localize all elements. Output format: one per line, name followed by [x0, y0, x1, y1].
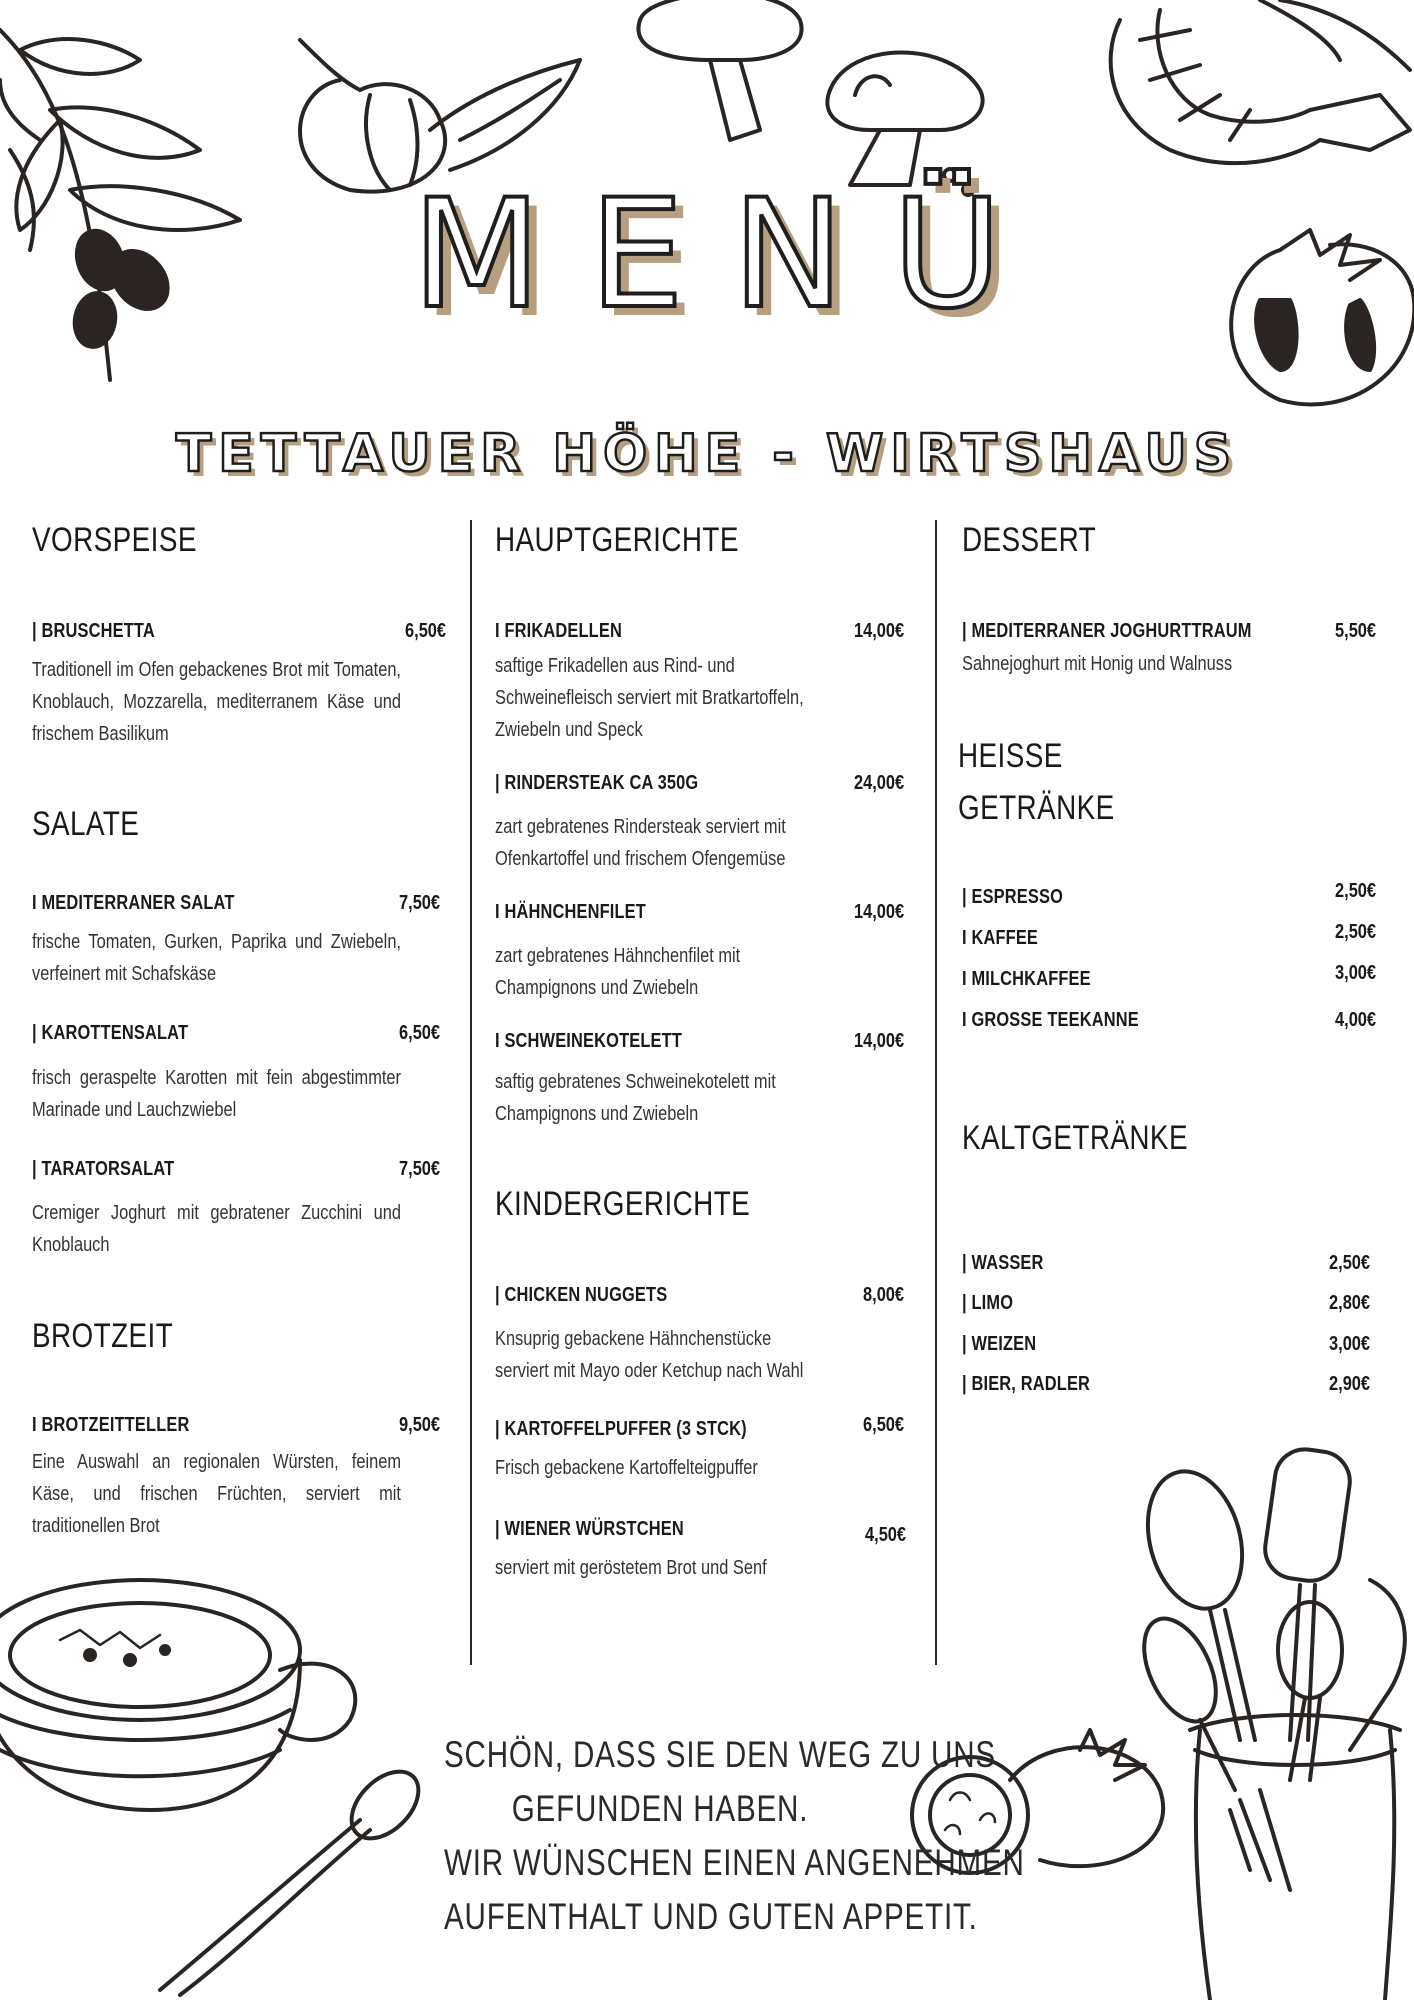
item-desc-chicken-nuggets: Knsuprig gebackene Hähnchenstücke serviert mit Mayo oder Ketchup nach Wahl — [495, 1328, 804, 1382]
item-name-wiener-wuerstchen: | WIENER WÜRSTCHEN — [495, 1518, 684, 1540]
item-desc-bruschetta: Traditionell im Ofen gebackenes Brot mit Tomaten, Knoblauch, Mozzarella, mediterranem Käse und frischem Basilikum — [32, 659, 401, 745]
item-desc-rindersteak: zart gebratenes Rindersteak serviert mit Ofenkartoffel und frischem Ofengemüse — [495, 816, 786, 870]
item-price-kartoffelpuffer: 6,50€ — [862, 1414, 904, 1436]
item-price-limo: 2,80€ — [1328, 1292, 1370, 1314]
closing-message — [444, 1728, 1025, 1944]
item-name-mediterraner-salat: I MEDITERRANER SALAT — [32, 892, 235, 914]
item-price-wasser: 2,50€ — [1328, 1252, 1370, 1274]
item-price-rindersteak: 24,00€ — [853, 772, 904, 794]
closing-line-4: AUFENTHALT UND GUTEN APPETIT. — [444, 1896, 978, 1937]
item-price-wiener-wuerstchen: 4,50€ — [864, 1524, 906, 1546]
closing-line-1: SCHÖN, DASS SIE DEN WEG ZU UNS — [444, 1734, 996, 1775]
section-title-dessert: DESSERT — [962, 521, 1097, 559]
item-desc-frikadellen: saftige Frikadellen aus Rind- und Schweinefleisch serviert mit Bratkartoffeln, Zwiebeln und Speck — [495, 655, 804, 741]
item-name-chicken-nuggets: | CHICKEN NUGGETS — [495, 1284, 668, 1306]
closing-line-3: WIR WÜNSCHEN EINEN ANGENEHMEN — [444, 1842, 1025, 1883]
item-price-schweinekotelett: 14,00€ — [853, 1030, 904, 1052]
item-name-weizen: | WEIZEN — [962, 1333, 1037, 1355]
item-desc-wiener-wuerstchen: serviert mit geröstetem Brot und Senf — [495, 1557, 767, 1579]
item-name-taratorsalat: | TARATORSALAT — [32, 1158, 175, 1180]
item-desc-haehnchenfilet: zart gebratenes Hähnchenfilet mit Champignons und Zwiebeln — [495, 945, 741, 999]
item-name-rindersteak: | RINDERSTEAK CA 350G — [495, 772, 699, 794]
item-name-joghurttraum: | MEDITERRANER JOGHURTTRAUM — [962, 620, 1252, 642]
item-name-limo: | LIMO — [962, 1292, 1014, 1314]
section-title-kaltgetraenke: KALTGETRÄNKE — [962, 1119, 1188, 1157]
item-name-bier-radler: | BIER, RADLER — [962, 1373, 1091, 1395]
item-price-chicken-nuggets: 8,00€ — [862, 1284, 904, 1306]
item-name-espresso: | ESPRESSO — [962, 886, 1064, 908]
menu-title: MENÜ — [411, 168, 1051, 342]
section-title-brotzeit: BROTZEIT — [32, 1317, 174, 1355]
section-title-hauptgerichte: HAUPTGERICHTE — [495, 521, 739, 559]
spoon-icon — [160, 1760, 420, 2000]
item-price-kaffee: 2,50€ — [1334, 921, 1376, 943]
item-price-karottensalat: 6,50€ — [398, 1022, 440, 1044]
item-price-haehnchenfilet: 14,00€ — [853, 901, 904, 923]
item-price-bruschetta: 6,50€ — [404, 620, 446, 642]
item-desc-kartoffelpuffer: Frisch gebackene Kartoffelteigpuffer — [495, 1457, 758, 1479]
item-desc-schweinekotelett: saftig gebratenes Schweinekotelett mit Champignons und Zwiebeln — [495, 1071, 776, 1125]
item-price-taratorsalat: 7,50€ — [398, 1158, 440, 1180]
column-divider-left — [470, 520, 472, 1665]
item-desc-joghurttraum: Sahnejoghurt mit Honig und Walnuss — [962, 653, 1233, 675]
item-desc-karottensalat: frisch geraspelte Karotten mit fein abgestimmter Marinade und Lauchzwiebel — [32, 1067, 401, 1121]
restaurant-name: TETTAUER HÖHE - WIRTSHAUS — [175, 424, 1239, 484]
item-name-karottensalat: | KAROTTENSALAT — [32, 1022, 189, 1044]
item-price-weizen: 3,00€ — [1328, 1333, 1370, 1355]
section-title-heisse-getraenke-line1: HEISSE — [958, 737, 1063, 775]
item-name-haehnchenfilet: I HÄHNCHENFILET — [495, 901, 646, 923]
item-name-bruschetta: | BRUSCHETTA — [32, 620, 155, 642]
item-name-brotzeitteller: I BROTZEITTELLER — [32, 1414, 190, 1436]
item-name-kartoffelpuffer: | KARTOFFELPUFFER (3 STCK) — [495, 1418, 747, 1440]
item-name-wasser: | WASSER — [962, 1252, 1044, 1274]
item-price-joghurttraum: 5,50€ — [1334, 620, 1376, 642]
item-desc-brotzeitteller: Eine Auswahl an regionalen Würsten, feinem Käse, und frischen Früchten, serviert mit traditionellen Brot — [32, 1451, 401, 1537]
item-name-schweinekotelett: I SCHWEINEKOTELETT — [495, 1030, 682, 1052]
item-name-grosse-teekanne: I GROSSE TEEKANNE — [962, 1009, 1139, 1031]
section-title-kindergerichte: KINDERGERICHTE — [495, 1185, 751, 1223]
item-price-bier-radler: 2,90€ — [1328, 1373, 1370, 1395]
item-desc-mediterraner-salat: frische Tomaten, Gurken, Paprika und Zwiebeln, verfeinert mit Schafskäse — [32, 931, 401, 985]
shrimp-icon — [1080, 0, 1414, 200]
item-price-espresso: 2,50€ — [1334, 880, 1376, 902]
closing-line-2: GEFUNDEN HABEN. — [511, 1788, 809, 1829]
item-price-frikadellen: 14,00€ — [853, 620, 904, 642]
item-price-grosse-teekanne: 4,00€ — [1334, 1009, 1376, 1031]
section-title-vorspeise: VORSPEISE — [32, 521, 197, 559]
item-price-brotzeitteller: 9,50€ — [398, 1414, 440, 1436]
item-desc-taratorsalat: Cremiger Joghurt mit gebratener Zucchini und Knoblauch — [32, 1202, 401, 1256]
utensil-jar-icon — [1140, 1450, 1414, 2000]
item-name-milchkaffee: I MILCHKAFFEE — [962, 968, 1091, 990]
section-title-salate: SALATE — [32, 805, 140, 843]
item-price-milchkaffee: 3,00€ — [1334, 962, 1376, 984]
column-divider-right — [935, 520, 937, 1665]
item-name-frikadellen: I FRIKADELLEN — [495, 620, 622, 642]
section-title-heisse-getraenke-line2: GETRÄNKE — [958, 789, 1115, 827]
item-price-mediterraner-salat: 7,50€ — [398, 892, 440, 914]
item-name-kaffee: I KAFFEE — [962, 927, 1039, 949]
